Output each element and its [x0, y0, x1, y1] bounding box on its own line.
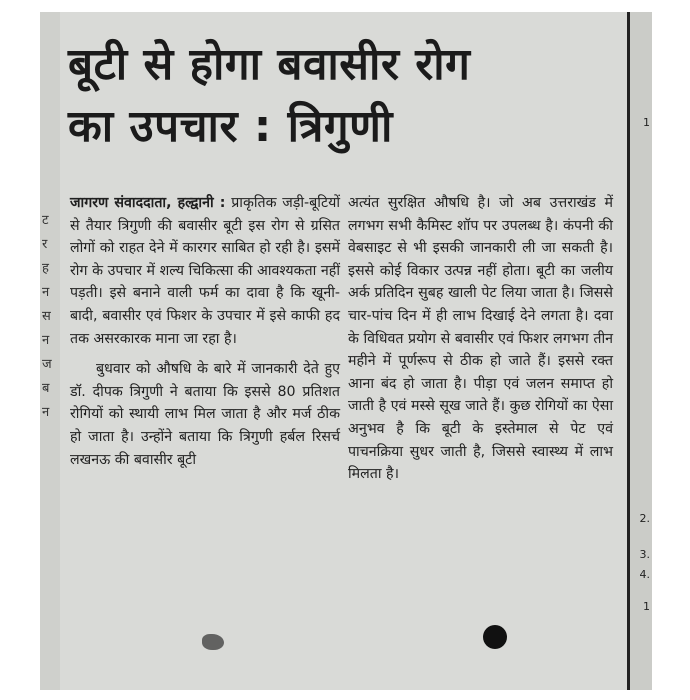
dateline: जागरण संवाददाता, हल्द्वानी : [70, 195, 226, 211]
article-paragraph-3: अत्यंत सुरक्षित औषधि है। जो अब उत्तराखंड में लगभग सभी कैमिस्ट शॉप पर उपलब्ध है। कंपनी की वेबसाइट से भी इसकी जानकारी ली जा सकती है। इससे कोई विकार उत्पन्न नहीं होता। बूटी का जलीय अर्क प्रतिदिन सुबह खाली पेट लिया जाता है। जिससे चार-पांच दिन में ही लाभ दिखाई देने लगता है। दवा के विधिवत प्रयोग से बवासीर एवं फिशर लगभग तीन महीने में पूर्णरूप से ठीक हो जाते हैं। इससे रक्त आना बंद हो जाता है। पीड़ा एवं जलन समाप्त हो जाती है एवं मस्से सूख जाते हैं। कुछ रोगियों का ऐसा अनुभव है कि बूटी के इस्तेमाल से पेट एवं पाचनक्रिया सुधर जाती है, जिससे स्वास्थ्य में लाभ मिलता है। [348, 195, 613, 483]
left-margin-fragment: न [42, 285, 50, 300]
headline-line-1: बूटी से होगा बवासीर रोग [68, 39, 471, 90]
adjacent-column-right [630, 12, 652, 690]
headline-line-2: का उपचार : त्रिगुणी [68, 101, 393, 152]
article-paragraph-2: बुधवार को औषधि के बारे में जानकारी देते हुए डॉ. दीपक त्रिगुणी ने बताया कि इससे 80 प्रतिशत रोगियों को स्थायी लाभ मिल जाता है और मर्ज ठीक हो जाता है। उन्होंने बताया कि त्रिगुणी हर्बल रिसर्च लखनऊ की बवासीर बूटी [70, 361, 340, 468]
right-margin-fragment: 3. [639, 548, 650, 561]
ink-dot [483, 625, 507, 649]
adjacent-column-left [40, 12, 60, 690]
left-margin-fragment: ज [42, 357, 52, 372]
left-margin-fragment: न [42, 333, 50, 348]
left-margin-fragment: ह [42, 261, 49, 276]
newspaper-clipping [40, 12, 652, 690]
left-margin-fragment: न [42, 405, 50, 420]
article-paragraph-1 [70, 192, 340, 350]
left-margin-fragment: र [42, 237, 48, 252]
left-margin-fragment: ब [42, 381, 50, 396]
right-margin-fragment: 4. [639, 568, 650, 581]
right-margin-fragment: 2. [639, 512, 650, 525]
article-column-left [70, 192, 340, 471]
left-margin-fragment: ट [42, 213, 49, 228]
right-margin-fragment: 1 [643, 600, 650, 613]
article-column-right [348, 192, 613, 486]
paragraph-1-text: प्राकृतिक जड़ी-बूटियों से तैयार त्रिगुणी की बवासीर बूटी इस रोग से ग्रसित लोगों को राहत देने में कारगर साबित हो रही है। इसमें रोग के उपचार में शल्य चिकित्सा की आवश्यकता नहीं पड़ती। इसे बनाने वाली फर्म का दावा है कि खूनी-बादी, बवासीर एवं फिशर के उपचार में इसे काफी हद तक असरकारक माना जा रहा है। [70, 195, 341, 347]
left-margin-fragment: स [42, 309, 51, 324]
article-headline [68, 34, 628, 158]
right-margin-fragment: 1 [643, 116, 650, 129]
ink-smudge [202, 634, 224, 650]
